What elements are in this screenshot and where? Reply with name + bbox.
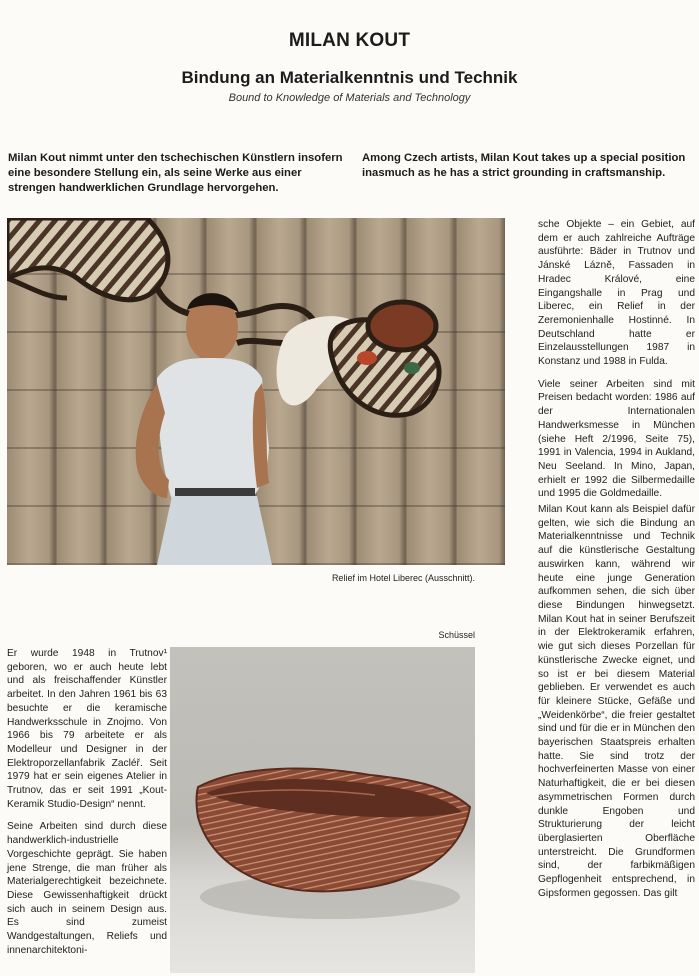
body-column-right [538, 218, 695, 909]
body-paragraph: Viele seiner Arbeiten sind mit Preisen bedacht worden: 1986 auf der Internationalen Handwerksmesse in München (siehe Heft 2/1996, Seite 75), 1991 in Valencia, 1994 in Aukland, Neu Seeland. In Mino, Japan, erhielt er 1992 die Silbermedaille und 1995 die Goldmedaille. [538, 378, 695, 500]
bowl-caption: Schüssel [438, 630, 475, 640]
article-title: MILAN KOUT [288, 30, 411, 51]
relief-caption: Relief im Hotel Liberec (Ausschnitt). [331, 573, 475, 583]
body-paragraph: sche Objekte – ein Gebiet, auf dem er auch zahlreiche Aufträge ausführte: Bäder in Trutnov und Jánské Lázně, Fassaden in Hradec Králové, eine Eingangshalle in Prag und Liberec, ein Relief in der Zeremonienhalle Hostinné. In Deutschland hatte er Einzelausstellungen 1987 in Konstanz und 1988 in Fulda. [538, 219, 695, 368]
bowl-photo [170, 647, 475, 973]
relief-photo [7, 218, 505, 565]
bowl-drawing [170, 647, 475, 973]
lead-paragraph-german: Milan Kout nimmt unter den tschechischen Künstlern insofern eine besondere Stellung ein, als seine Werke aus einer strengen handwerklichen Grundlage hervorgehen. [8, 152, 343, 194]
relief-artwork-drawing [7, 218, 505, 565]
lead-paragraph-english: Among Czech artists, Milan Kout takes up a special position inasmuch as he has a strict grounding in craftsmanship. [362, 152, 686, 179]
article-subheading-english: Bound to Knowledge of Materials and Technology [228, 92, 471, 104]
body-paragraph: Seine Arbeiten sind durch diese handwerklich-industrielle Vorgeschichte geprägt. Sie haben jene Strenge, die man früher als Materialgerechtigkeit bezeichnete. Diese Gewissenhaftigkeit drückt sich auch in seinem Design aus. Es sind zumeist Wandgestaltungen, Reliefs und innenarchitektoni- [7, 821, 167, 956]
article-heading: Bindung an Materialkenntnis und Technik [181, 68, 518, 87]
body-column-left [7, 647, 167, 966]
body-paragraph: Milan Kout kann als Beispiel dafür gelten, wie sich die Bindung an Materialkenntnisse und Technik auf die künstlerische Gestaltung auswirken kann, während wir heute eine junge Generation aufkommen sehen, die sich über diese Bindungen hinwegsetzt. Milan Kout hat in seiner Berufszeit in der Elektrokeramik erfahren, wie gut sich dieses Porzellan für künstlerische Zwecke eignet, und so ist er bei diesem Material geblieben. Er verwendet es auch für kleinere Stücke, Gefäße und „Weidenkörbe“, die freier gestaltet sind und für die er in München den bayerischen Staatspreis erhalten hatte. Sie sind trotz der hochverfeinerten Masse von einer Naturhaftigkeit, die er bei diesen asymmetrischen Formen durch dunkle Engoben und Strukturierung der leicht überglasierten Oberfläche unterstreicht. Die Grundformen sind, der farbikmäßigen Gepflogenheit entsprechend, in Gipsformen gegossen. Das gilt [538, 504, 695, 899]
body-paragraph: Er wurde 1948 in Trutnov¹ geboren, wo er auch heute lebt und als freischaffender Künstler arbeitet. In den Jahren 1961 bis 63 besuchte er die keramische Handwerksschule in Znojmo. Von 1966 bis 79 arbeitete er als Modelleur und Designer in der Elektroporzellanfabrik Zacléř. Seit 1979 hat er sein eigenes Atelier in Trutnov, das er seit 1991 „Kout-Keramik Studio-Design“ nennt. [7, 648, 167, 810]
